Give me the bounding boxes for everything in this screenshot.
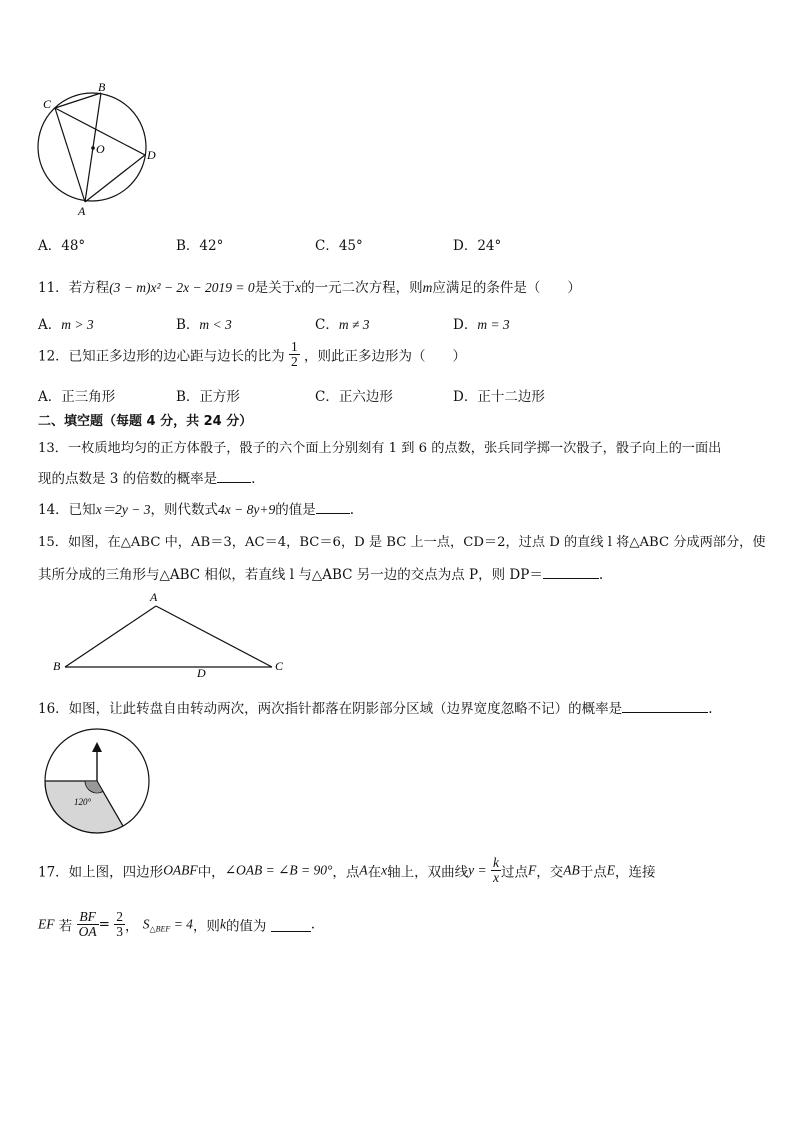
q12-option-c: C．正六边形 xyxy=(315,389,393,405)
q12-option-a: A．正三角形 xyxy=(38,389,116,405)
label-O: O xyxy=(96,142,105,156)
q12-option-d: D．正十二边形 xyxy=(453,389,545,405)
q10-option-c: C．45° xyxy=(315,238,363,254)
side-BA xyxy=(65,606,156,667)
label-B: B xyxy=(53,659,61,673)
question-12: 12．已知正多边形的边心距与边长的比为 $\frac{1}{2}$ ，则此正多边形为（ ） xyxy=(38,339,467,369)
ratio-fraction: $\frac{BF}{OA}$ xyxy=(78,909,97,939)
hyperbola-fraction: $\frac{k}{x}$ xyxy=(492,855,499,885)
q11-option-b: B．m < 3 xyxy=(176,317,232,333)
q11-option-c: C．m ≠ 3 xyxy=(315,317,370,333)
label-D: D xyxy=(147,148,156,162)
q11-option-d: D．m = 3 xyxy=(453,317,510,333)
question-15-line2: 其所分成的三角形与△ABC 相似，若直线 l 与△ABC 另一边的交点为点 P，则 DP＝ . xyxy=(38,567,604,583)
label-D: D xyxy=(197,666,206,678)
label-B: B xyxy=(98,80,106,94)
question-17-line2: EF 若 $\frac{BF}{OA}$ = $\frac{2}{3}$ ， $S_{\triangle BEF} = 4$，则k的值为 . xyxy=(38,909,316,939)
answer-blank[interactable] xyxy=(316,500,350,514)
label-C: C xyxy=(275,659,284,673)
question-15-line1: 15．如图，在△ABC 中，AB＝3，AC＝4，BC＝6，D 是 BC 上一点，CD＝2，过点 D 的直线 l 将△ABC 分成两部分，使 xyxy=(38,535,766,550)
q11-option-a: A．m > 3 xyxy=(38,317,94,333)
value-fraction: $\frac{2}{3}$ xyxy=(116,909,123,939)
circle-figure xyxy=(30,78,170,220)
q10-option-b: B．42° xyxy=(176,238,224,254)
question-11: 11．若方程(3 − m)x² − 2x − 2019 = 0是关于x的一元二次方程，则m应满足的条件是（ ） xyxy=(38,280,581,296)
label-A: A xyxy=(150,590,158,604)
label-A: A xyxy=(78,204,86,218)
question-16: 16．如图，让此转盘自由转动两次，两次指针都落在阴影部分区域（边界宽度忽略不记）的概率是 . xyxy=(38,701,713,717)
question-13-line2: 现的点数是 3 的倍数的概率是 . xyxy=(38,471,256,487)
q10-option-a: A．48° xyxy=(38,238,86,254)
arrow-head-icon xyxy=(92,742,102,752)
answer-blank[interactable] xyxy=(543,565,599,579)
question-14: 14．已知x＝2y − 3，则代数式4x − 8y+9的值是 . xyxy=(38,502,355,518)
question-13-line1: 13．一枚质地均匀的正方体骰子，骰子的六个面上分别刻有 1 到 6 的点数，张兵同学掷一次骰子，骰子向上的一面出 xyxy=(38,441,722,456)
answer-blank[interactable] xyxy=(271,918,311,932)
triangle-figure xyxy=(50,588,290,678)
label-C: C xyxy=(43,97,52,111)
question-17-line1: 17．如上图，四边形OABF中，∠OAB = ∠B = 90°，点A在x轴上，双曲线y = $\frac{k}{x}$ 过点F，交AB于点E，连接 xyxy=(38,855,656,885)
spinner-figure xyxy=(40,728,160,836)
ratio-fraction: $\frac{1}{2}$ xyxy=(290,339,298,369)
answer-blank[interactable] xyxy=(622,699,708,713)
section-heading: 二、填空题（每题 4 分，共 24 分） xyxy=(38,414,253,429)
q12-option-b: B．正方形 xyxy=(176,389,240,405)
q10-option-d: D．24° xyxy=(453,238,502,254)
angle-label: 120° xyxy=(74,797,92,807)
center-point xyxy=(91,146,95,150)
answer-blank[interactable] xyxy=(217,469,251,483)
chord-CA xyxy=(55,108,85,202)
side-AC xyxy=(156,606,272,667)
